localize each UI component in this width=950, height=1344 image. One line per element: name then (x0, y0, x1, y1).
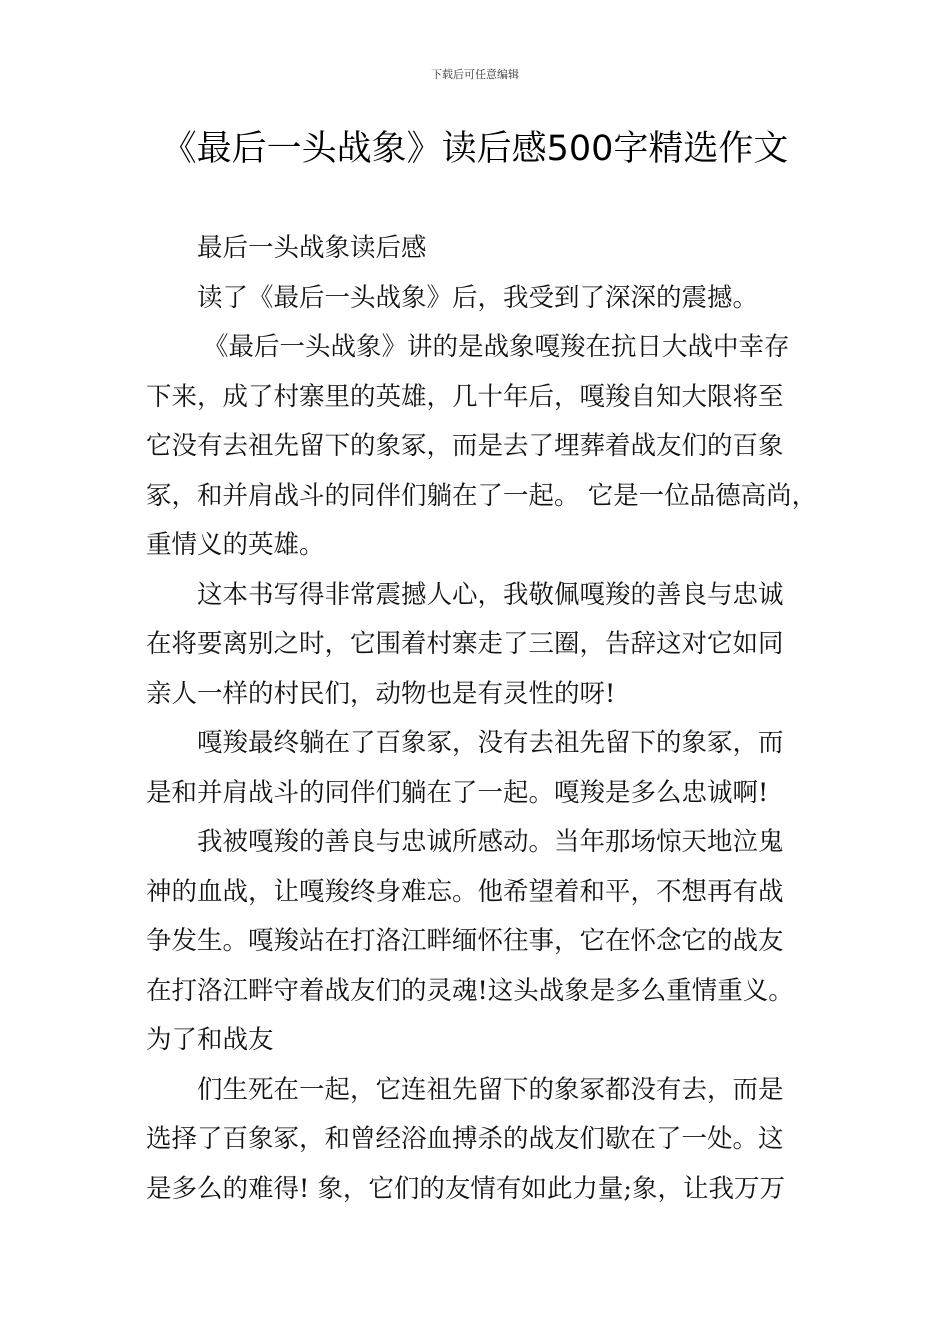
document-body (146, 224, 818, 1214)
paragraph-line: 在打洛江畔守着战友们的灵魂!这头战象是多么重情重义。 (146, 975, 794, 1006)
page-header-note: 下载后可任意编辑 (431, 68, 519, 81)
subtitle-line: 最后一头战象读后感 (197, 233, 427, 263)
document-title: 《最后一头战象》读后感500字精选作文 (161, 129, 789, 169)
paragraph-line: 们生死在一起，它连祖先留下的象冢都没有去，而是 (197, 1074, 784, 1105)
paragraph-line: 在将要离别之时，它围着村寨走了三圈，告辞这对它如同 (146, 629, 784, 659)
paragraph-line: 冢，和并肩战斗的同伴们躺在了一起。 它是一位品德高尚， (146, 480, 818, 511)
paragraph-line: 重情义的英雄。 (146, 530, 325, 560)
paragraph-line: 亲人一样的村民们，动物也是有灵性的呀! (146, 678, 616, 709)
paragraph-line: 嘎羧最终躺在了百象冢，没有去祖先留下的象冢，而 (197, 728, 784, 758)
paragraph-line: 这本书写得非常震撼人心，我敬佩嘎羧的善良与忠诚 (197, 579, 784, 610)
paragraph-line: 是和并肩战斗的同伴们躺在了一起。嘎羧是多么忠诚啊! (146, 777, 769, 808)
paragraph-line: 《最后一头战象》讲的是战象嘎羧在抗日大战中幸存 (203, 332, 790, 362)
paragraph-line: 选择了百象冢，和曾经浴血搏杀的战友们歇在了一处。这 (146, 1124, 784, 1154)
paragraph-line: 为了和战友 (146, 1025, 274, 1055)
paragraph-line: 下来，成了村寨里的英雄，几十年后，嘎羧自知大限将至 (146, 381, 784, 412)
paragraph-line: 争发生。嘎羧站在打洛江畔缅怀往事，它在怀念它的战友 (146, 926, 784, 956)
paragraph-line: 神的血战，让嘎羧终身难忘。他希望着和平，不想再有战 (146, 876, 784, 907)
paragraph-line: 读了《最后一头战象》后，我受到了深深的震撼。 (197, 282, 759, 313)
paragraph-line: 是多么的难得! 象，它们的友情有如此力量;象，让我万万 (146, 1173, 785, 1204)
paragraph-line: 我被嘎羧的善良与忠诚所感动。当年那场惊天地泣鬼 (197, 827, 784, 857)
paragraph-line: 它没有去祖先留下的象冢，而是去了埋葬着战友们的百象 (146, 431, 784, 461)
